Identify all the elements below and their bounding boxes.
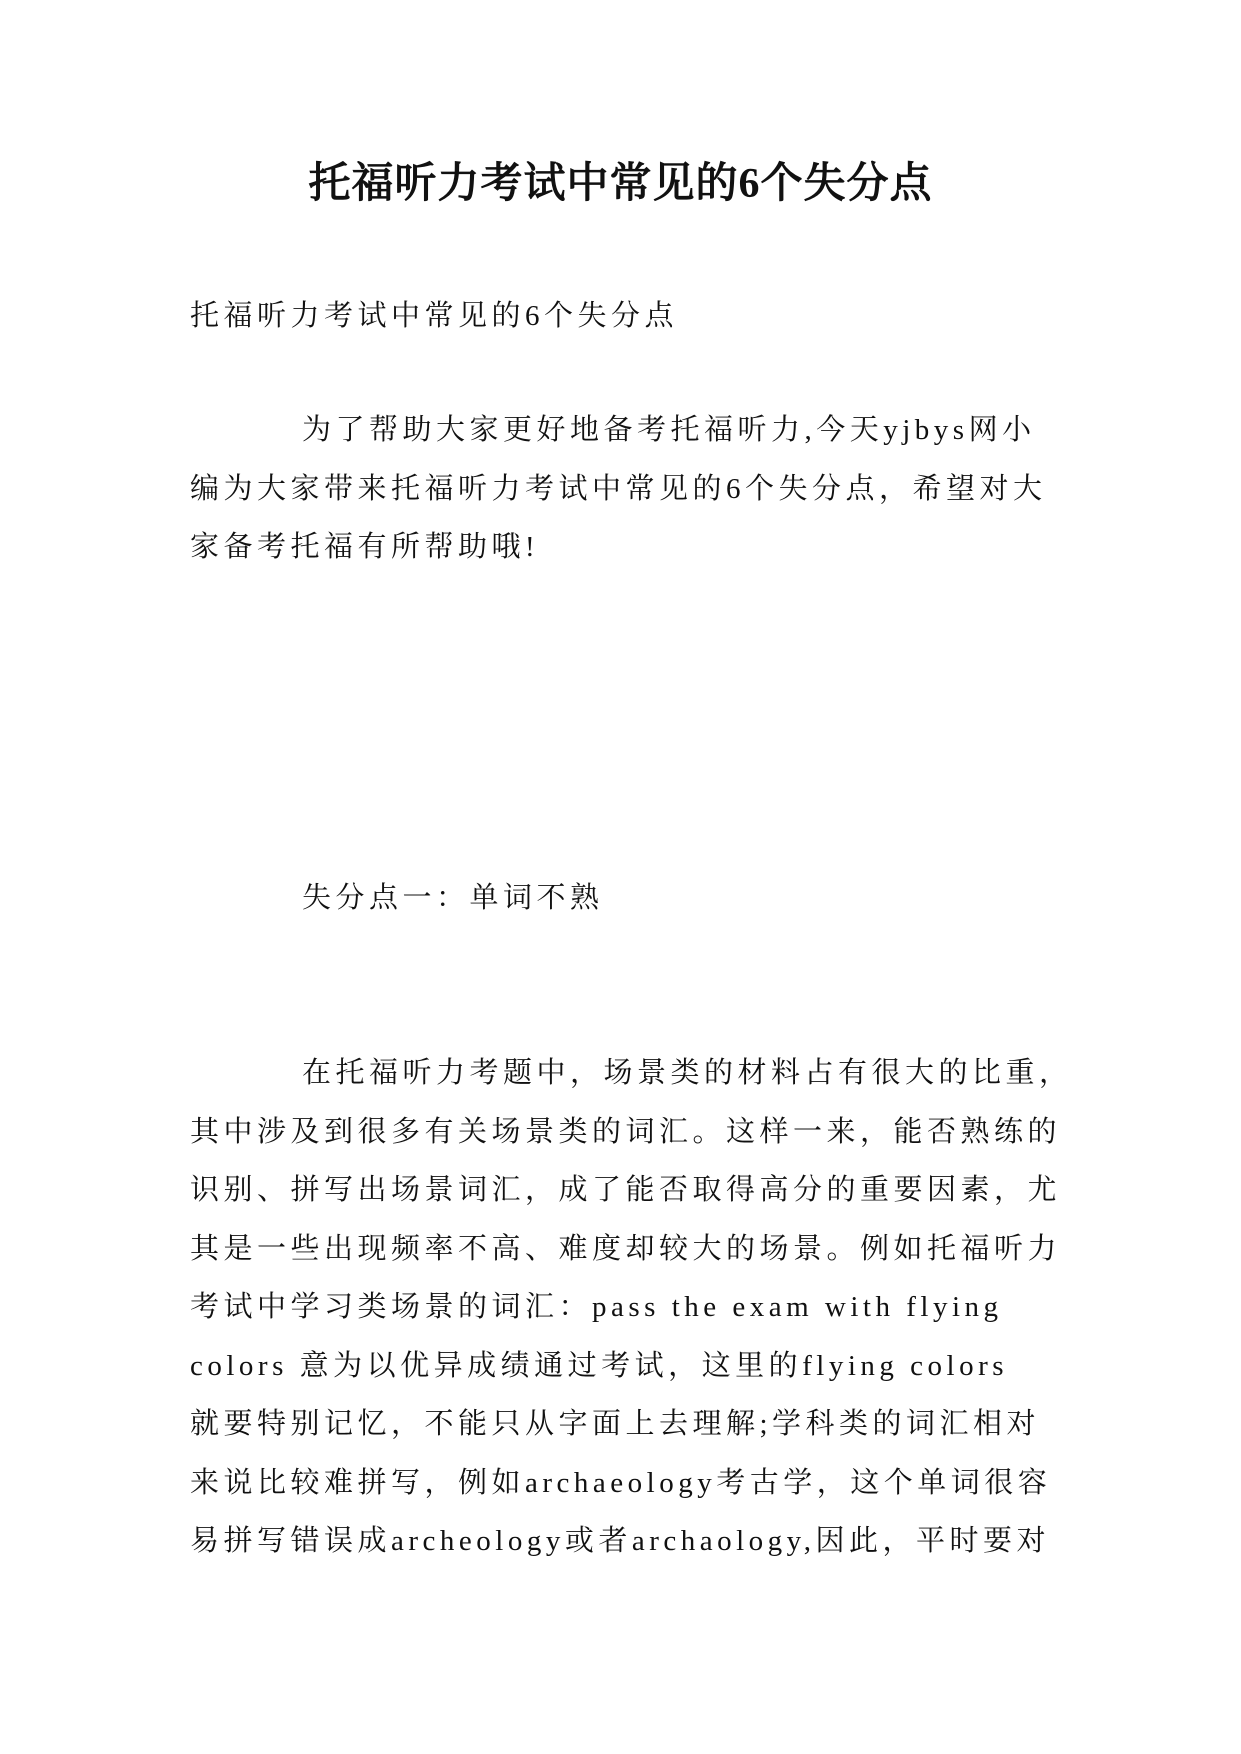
intro-line: 家备考托福有所帮助哦! xyxy=(190,531,540,563)
intro-line: 编为大家带来托福听力考试中常见的6个失分点，希望对大 xyxy=(190,472,1047,505)
subtitle-line: 托福听力考试中常见的6个失分点 xyxy=(190,300,679,332)
section-heading-line: 失分点一：单词不熟 xyxy=(302,882,604,914)
paragraph-line: 其中涉及到很多有关场景类的词汇。这样一来，能否熟练的 xyxy=(190,1115,1062,1148)
document-title: 托福听力考试中常见的6个失分点 xyxy=(308,161,933,207)
paragraph-line: 在托福听力考题中，场景类的材料占有很大的比重， xyxy=(302,1057,1073,1089)
paragraph-line: 识别、拼写出场景词汇，成了能否取得高分的重要因素，尤 xyxy=(190,1174,1062,1206)
paragraph-line: 考试中学习类场景的词汇：pass the exam with flying xyxy=(190,1291,1003,1323)
paragraph-line: 其是一些出现频率不高、难度却较大的场景。例如托福听力 xyxy=(190,1232,1062,1265)
paragraph-line: colors 意为以优异成绩通过考试，这里的flying colors xyxy=(190,1349,1009,1382)
intro-paragraph xyxy=(190,401,1070,577)
paragraph-line: 易拼写错误成archeology或者archaology,因此，平时要对 xyxy=(190,1525,1051,1557)
paragraph-line: 就要特别记忆，不能只从字面上去理解;学科类的词汇相对 xyxy=(190,1408,1041,1440)
document-subtitle xyxy=(190,287,1070,346)
paragraph-line: 来说比较难拼写，例如archaeology考古学，这个单词很容 xyxy=(190,1466,1052,1499)
intro-line: 为了帮助大家更好地备考托福听力,今天yjbys网小 xyxy=(302,414,1036,446)
section-1-paragraph xyxy=(190,1044,1073,1571)
section-1-heading xyxy=(190,869,1070,928)
